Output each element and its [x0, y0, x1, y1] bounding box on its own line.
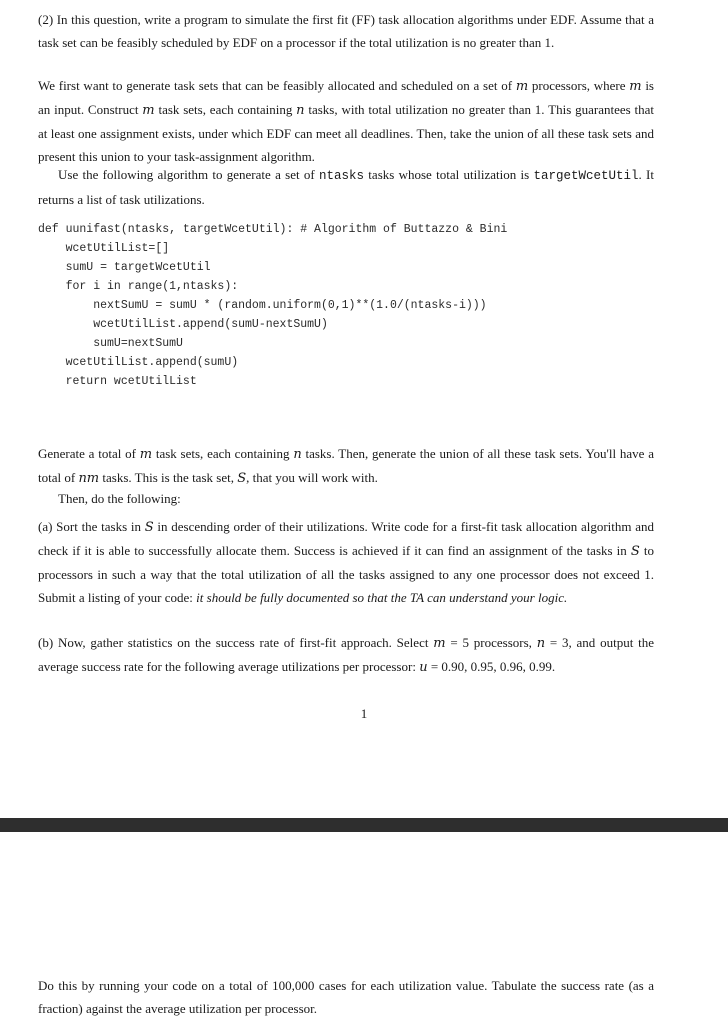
text-span: tasks, with total utilization no greater than 1. This guarantees that at least one assignment exists, under which EDF can meet all deadlines. Then, take the union of all these task sets and present this union to your task-assignment algorithm. [38, 102, 654, 164]
math-S: S [630, 544, 640, 559]
paragraph-union [38, 442, 654, 490]
text-span: task sets, each containing [154, 102, 297, 117]
text-span: is an input. Construct [38, 78, 654, 117]
math-n: n [296, 103, 305, 118]
text-span: tasks. Then, generate the union of all these task sets. You'll have a total of [38, 446, 654, 485]
text-span: , that you will work with. [246, 470, 378, 485]
code-line: sumU = targetWcetUtil [38, 261, 211, 274]
code-line: sumU=nextSumU [38, 337, 183, 350]
text-span: We first want to generate task sets that can be feasibly allocated and scheduled on a set of [38, 78, 516, 93]
paragraph-algorithm-intro [38, 163, 654, 211]
text-span: Then, do the following: [58, 491, 181, 506]
text-span: = 5 processors, [445, 635, 537, 650]
part-a [38, 515, 654, 609]
text-span: tasks whose total utilization is [364, 167, 534, 182]
math-u: u [419, 660, 428, 675]
code-ntasks: ntasks [319, 169, 365, 183]
text-span: tasks. This is the task set, [99, 470, 238, 485]
math-n: n [293, 447, 302, 462]
text-span: = 3, and output the average success rate for the following average utilizations per processor: [38, 635, 654, 674]
text-span: task sets, each containing [152, 446, 294, 461]
question-intro-text: (2) In this question, write a program to simulate the first fit (FF) task allocation algorithms under EDF. Assume that a task set can be feasibly scheduled by EDF on a processor if the total utilization is no greater than 1. [38, 12, 654, 50]
text-span: processors, where [528, 78, 630, 93]
math-m: m [515, 79, 529, 94]
code-line: return wcetUtilList [38, 375, 197, 388]
code-line: wcetUtilList.append(sumU) [38, 356, 239, 369]
text-span: in descending order of their utilizations. Write code for a first-fit task allocation algorithm and check if it is able to successfully allocate them. Success is achieved if it can find an assignment of the tasks in [38, 519, 655, 558]
code-listing [38, 220, 507, 391]
code-line: for i in range(1,ntasks): [38, 280, 239, 293]
italic-note: it should be fully documented so that the TA can understand your logic. [196, 590, 568, 605]
next-page-paragraph [38, 974, 654, 1020]
math-m: m [142, 103, 155, 118]
text-span: (b) Now, gather statistics on the success rate of first-fit approach. Select [38, 635, 434, 650]
code-target-util: targetWcetUtil [533, 169, 639, 183]
text-span: = 0.90, 0.95, 0.96, 0.99. [427, 659, 556, 674]
text-span: to processors in such a way that the total utilization of all the tasks assigned to any one processor does not exceed 1. Submit a listing of your code: [38, 543, 654, 605]
math-nm: nm [78, 471, 100, 486]
math-S: S [144, 520, 154, 535]
page-number: 1 [360, 706, 368, 721]
code-line: wcetUtilList.append(sumU-nextSumU) [38, 318, 328, 331]
paragraph-then [38, 487, 654, 510]
part-b [38, 631, 654, 679]
text-span: . It returns a list of task utilizations. [38, 167, 654, 207]
code-line: nextSumU = sumU * (random.uniform(0,1)**(1.0/(ntasks-i))) [38, 299, 487, 312]
code-line: def uunifast(ntasks, targetWcetUtil): # Algorithm of Buttazzo & Bini [38, 223, 508, 236]
math-m: m [629, 79, 642, 94]
text-span: Do this by running your code on a total of 100,000 cases for each utilization value. Tabulate the success rate (as a fraction) against the average utilization per processor. [38, 978, 654, 1016]
paragraph-task-generation [38, 74, 654, 168]
text-span: Generate a total of [38, 446, 140, 461]
code-line: wcetUtilList=[] [38, 242, 170, 255]
text-span: Use the following algorithm to generate a set of [58, 167, 319, 182]
math-m: m [139, 447, 153, 462]
text-span: (a) Sort the tasks in [38, 519, 145, 534]
math-S: S [237, 471, 247, 486]
math-n: n [536, 636, 546, 651]
page-divider [0, 818, 728, 832]
question-intro [38, 8, 654, 54]
math-m: m [433, 636, 446, 651]
